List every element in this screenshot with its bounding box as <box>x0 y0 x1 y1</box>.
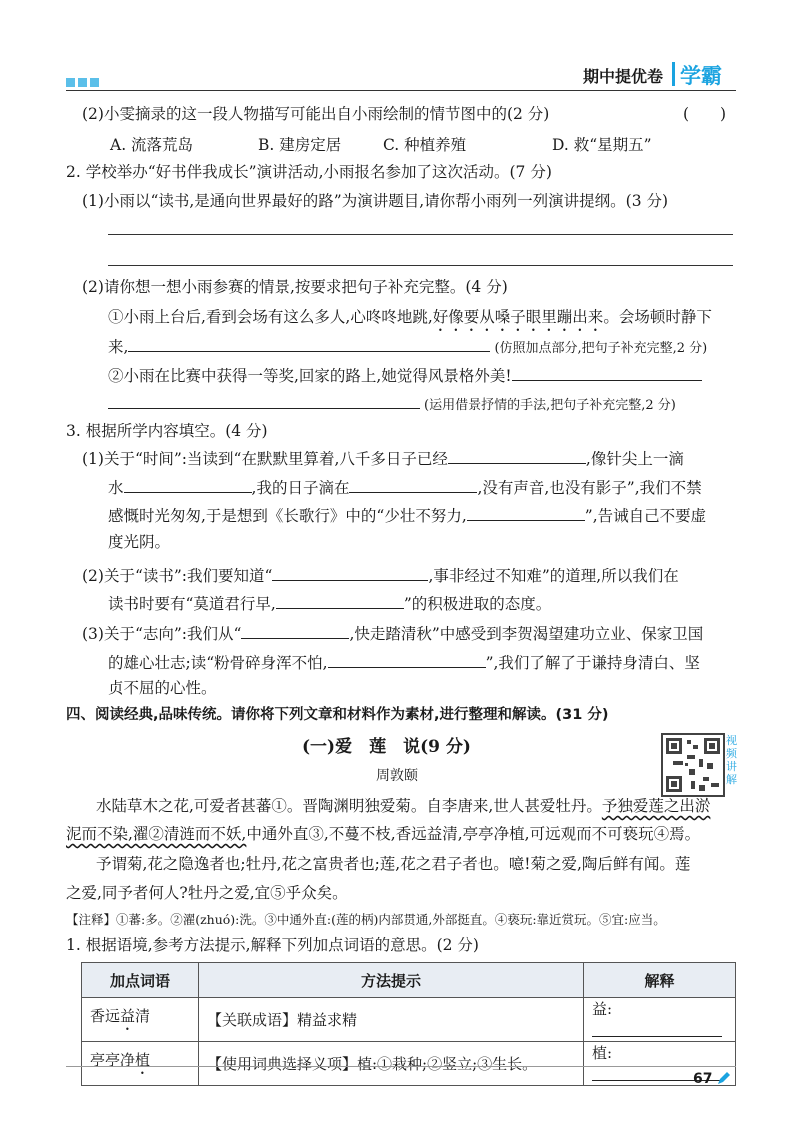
essay-notes: 【注释】①蕃:多。②濯(zhuó):洗。③中通外直:(莲的柄)内部贯通,外部挺直。④亵玩:靠近赏玩。⑤宜:应当。 <box>66 912 666 927</box>
q3-line6: 读书时要有“莫道君行早, ”的积极进取的态度。 <box>108 591 551 614</box>
table-cell-word: 亭亭净植 <box>82 1042 199 1086</box>
q2-s2-cont: (运用借景抒情的手法,把句子补充完整,2 分) <box>108 391 676 416</box>
q3-line8: 的雄心壮志;读“粉骨碎身浑不怕, ”,我们了解了于谦持身清白、坚 <box>108 650 700 673</box>
answer-line-1[interactable] <box>108 234 733 235</box>
q3-line4: 度光阴。 <box>108 533 171 551</box>
header-decoration <box>66 72 99 91</box>
q2-stem: 2. 学校举办“好书伴我成长”演讲活动,小雨报名参加了这次活动。(7 分) <box>66 163 552 181</box>
table-cell-hint: 【关联成语】精益求精 <box>199 998 584 1042</box>
blank[interactable] <box>272 563 428 581</box>
blank[interactable] <box>276 591 404 609</box>
blank[interactable] <box>467 503 585 521</box>
q3-line2: 水 ,我的日子滴在 ,没有声音,也没有影子”,我们不禁 <box>108 475 702 498</box>
answer-table <box>81 962 736 1086</box>
q3-line5: (2)关于“读书”:我们要知道“ ,事非经过不知难”的道理,所以我们在 <box>82 563 679 586</box>
q3-line9: 贞不屈的心性。 <box>108 679 217 697</box>
blank[interactable] <box>349 475 477 493</box>
essay-p1-line1: 水陆草木之花,可爱者甚蕃①。晋陶渊明独爱菊。自李唐来,世人甚爱牡丹。予独爱莲之出淤 <box>96 797 711 815</box>
table-header: 解释 <box>584 963 736 998</box>
qr-label: 视频讲解 <box>726 734 737 786</box>
option-a: A. 流落荒岛 <box>110 136 194 154</box>
q3-stem: 3. 根据所学内容填空。(4 分) <box>66 422 268 440</box>
blank[interactable] <box>241 621 349 639</box>
section4-heading: 四、阅读经典,品味传统。请你将下列文章和材料作为素材,进行整理和解读。(31 分) <box>66 707 609 723</box>
essay-p2-line1: 予谓菊,花之隐逸者也;牡丹,花之富贵者也;莲,花之君子者也。噫!菊之爱,陶后鲜有闻。莲 <box>96 855 691 873</box>
q3-line3: 感慨时光匆匆,于是想到《长歌行》中的“少壮不努力, ”,告诫自己不要虚 <box>108 503 706 526</box>
q2-sub1: (1)小雨以“读书,是通向世界最好的路”为演讲题目,请你帮小雨列一列演讲提纲。(3 分) <box>82 192 669 210</box>
section4-q1: 1. 根据语境,参考方法提示,解释下列加点词语的意思。(2 分) <box>66 936 479 954</box>
header-title: 期中提优卷 <box>583 67 664 86</box>
q1-2-stem: (2)小雯摘录的这一段人物描写可能出自小雨绘制的情节图中的(2 分) <box>82 105 550 123</box>
essay-p1-line2: 泥而不染,濯②清涟而不妖,中通外直③,不蔓不枝,香远益清,亭亭净植,可远观而不可亵玩④焉。 <box>66 825 701 843</box>
q2-s2: ②小雨在比赛中获得一等奖,回家的路上,她觉得风景格外美! <box>108 363 702 386</box>
q2-s1-cont: 来, (仿照加点部分,把句子补充完整,2 分) <box>108 334 707 359</box>
q3-line7: (3)关于“志向”:我们从“ ,快走踏清秋”中感受到李贺渴望建功立业、保家卫国 <box>82 621 703 644</box>
pencil-icon <box>716 1070 732 1090</box>
table-cell-word: 香远益清 <box>82 998 199 1042</box>
essay-title: (一)爱 莲 说(9 分) <box>302 737 471 757</box>
table-row <box>82 1042 736 1086</box>
option-c: C. 种植养殖 <box>383 136 467 154</box>
table-header: 加点词语 <box>82 963 199 998</box>
blank[interactable] <box>128 334 490 352</box>
header-rule <box>66 90 736 91</box>
dotted-phrase: 好像要从嗓子眼里蹦出来 <box>432 308 604 326</box>
option-b: B. 建房定居 <box>258 136 342 154</box>
table-header: 方法提示 <box>199 963 584 998</box>
footer-rule <box>66 1066 736 1067</box>
answer-line-2[interactable] <box>108 265 733 266</box>
header-divider <box>672 62 675 86</box>
page-number: 67 <box>693 1071 713 1087</box>
table-cell-hint: 【使用词典选择义项】植:①栽种;②竖立;③生长。 <box>199 1042 584 1086</box>
qr-code[interactable] <box>661 733 725 797</box>
essay-author: 周敦颐 <box>376 768 418 784</box>
q3-line1: (1)关于“时间”:当读到“在默默里算着,八千多日子已经 ,像针尖上一滴 <box>82 446 684 469</box>
brand-logo: 学霸 <box>680 64 722 88</box>
table-cell-answer[interactable]: 植: <box>584 1042 736 1086</box>
answer-paren[interactable]: ( ) <box>683 105 727 123</box>
q2-sub2: (2)请你想一想小雨参赛的情景,按要求把句子补充完整。(4 分) <box>82 278 508 296</box>
option-d: D. 救“星期五” <box>552 136 652 154</box>
table-header-row <box>82 963 736 998</box>
q2-s1: ①小雨上台后,看到会场有这么多人,心咚咚地跳,好像要从嗓子眼里蹦出来。会场顿时静下 <box>108 308 712 326</box>
blank[interactable] <box>448 446 586 464</box>
table-row <box>82 998 736 1042</box>
blank[interactable] <box>108 391 420 409</box>
blank[interactable] <box>512 363 702 381</box>
table-cell-answer[interactable]: 益: <box>584 998 736 1042</box>
essay-p2-line2: 之爱,同予者何人?牡丹之爱,宜⑤乎众矣。 <box>66 884 348 902</box>
blank[interactable] <box>328 650 486 668</box>
blank[interactable] <box>124 475 252 493</box>
